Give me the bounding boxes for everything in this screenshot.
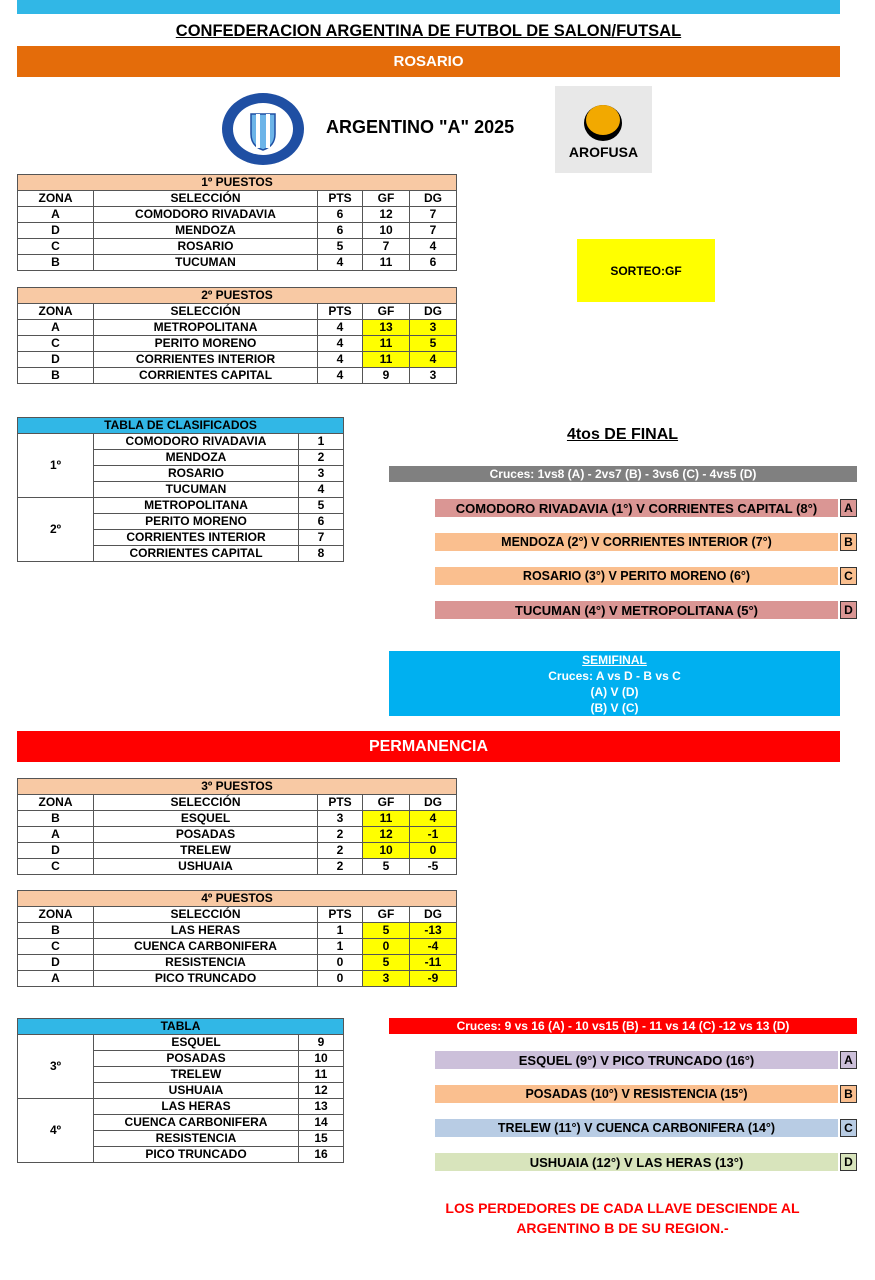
relegation-note-line-2: ARGENTINO B DE SU REGION.- [516, 1220, 729, 1236]
position-cell: 4 [299, 482, 344, 498]
semifinal-cruces: Cruces: A vs D - B vs C [548, 669, 681, 683]
gf-cell: 0 [363, 939, 410, 955]
gf-cell: 11 [363, 352, 410, 368]
gf-cell: 5 [363, 923, 410, 939]
zona-cell: B [18, 255, 94, 271]
quarterfinal-match-c: ROSARIO (3°) V PERITO MORENO (6°) [435, 567, 838, 585]
zona-cell: D [18, 223, 94, 239]
gf-cell: 5 [363, 955, 410, 971]
team-cell: CUENCA CARBONIFERA [94, 939, 318, 955]
match-letter-b: B [840, 1085, 857, 1103]
match-letter-b: B [840, 533, 857, 551]
table-row [18, 811, 457, 827]
quarterfinals-cruces: Cruces: 1vs8 (A) - 2vs7 (B) - 3vs6 (C) - 4vs5 (D) [389, 466, 857, 482]
match-letter-d: D [840, 1153, 857, 1171]
zona-cell: A [18, 827, 94, 843]
team-cell: CORRIENTES INTERIOR [94, 530, 299, 546]
team-cell: TUCUMAN [94, 255, 318, 271]
zona-cell: D [18, 955, 94, 971]
position-cell: 15 [299, 1131, 344, 1147]
table-row [18, 368, 457, 384]
table-title: TABLA [18, 1019, 344, 1035]
column-header: DG [410, 795, 457, 811]
table-title: 1º PUESTOS [18, 175, 457, 191]
dg-cell: 4 [410, 239, 457, 255]
dg-cell: -11 [410, 955, 457, 971]
gf-cell: 10 [363, 843, 410, 859]
pts-cell: 4 [318, 368, 363, 384]
column-header: PTS [318, 907, 363, 923]
team-cell: CORRIENTES INTERIOR [94, 352, 318, 368]
team-cell: PICO TRUNCADO [94, 1147, 299, 1163]
table-row [18, 336, 457, 352]
position-cell: 8 [299, 546, 344, 562]
column-header: DG [410, 907, 457, 923]
zona-cell: D [18, 352, 94, 368]
pts-cell: 4 [318, 352, 363, 368]
gf-cell: 10 [363, 223, 410, 239]
pts-cell: 2 [318, 843, 363, 859]
city-banner: ROSARIO [17, 46, 840, 77]
gf-cell: 7 [363, 239, 410, 255]
semifinal-match-2: (B) V (C) [590, 701, 639, 715]
column-header: SELECCIÓN [94, 191, 318, 207]
position-cell: 16 [299, 1147, 344, 1163]
relegation-match-a: ESQUEL (9°) V PICO TRUNCADO (16°) [435, 1051, 838, 1069]
match-letter-a: A [840, 499, 857, 517]
position-cell: 3 [299, 466, 344, 482]
column-header: ZONA [18, 795, 94, 811]
team-cell: LAS HERAS [94, 1099, 299, 1115]
match-letter-c: C [840, 1119, 857, 1137]
page-title: CONFEDERACION ARGENTINA DE FUTBOL DE SALON/FUTSAL [175, 21, 682, 40]
zona-cell: A [18, 320, 94, 336]
table-row [18, 223, 457, 239]
dg-cell: 7 [410, 207, 457, 223]
team-cell: COMODORO RIVADAVIA [94, 207, 318, 223]
group-label: 2º [18, 498, 94, 562]
dg-cell: -9 [410, 971, 457, 987]
table-row [18, 320, 457, 336]
match-letter-d: D [840, 601, 857, 619]
dg-cell: 7 [410, 223, 457, 239]
position-cell: 14 [299, 1115, 344, 1131]
table-row [18, 827, 457, 843]
first-places-table [17, 174, 457, 271]
pts-cell: 1 [318, 939, 363, 955]
dg-cell: 4 [410, 352, 457, 368]
group-label: 1º [18, 434, 94, 498]
dg-cell: 3 [410, 320, 457, 336]
gf-cell: 12 [363, 827, 410, 843]
position-cell: 9 [299, 1035, 344, 1051]
team-cell: USHUAIA [94, 859, 318, 875]
sorteo-box: SORTEO:GF [577, 239, 715, 302]
dg-cell: 3 [410, 368, 457, 384]
gf-cell: 3 [363, 971, 410, 987]
team-cell: ROSARIO [94, 466, 299, 482]
dg-cell: -1 [410, 827, 457, 843]
relegation-match-b: POSADAS (10°) V RESISTENCIA (15°) [435, 1085, 838, 1103]
relegation-table [17, 1018, 344, 1163]
table-row [18, 434, 344, 450]
relegation-note [400, 1198, 845, 1238]
top-strip [17, 0, 840, 14]
match-letter-a: A [840, 1051, 857, 1069]
position-cell: 10 [299, 1051, 344, 1067]
team-cell: RESISTENCIA [94, 955, 318, 971]
permanencia-banner: PERMANENCIA [17, 731, 840, 762]
team-cell: PICO TRUNCADO [94, 971, 318, 987]
relegation-note-line-1: LOS PERDEDORES DE CADA LLAVE DESCIENDE AL [445, 1200, 800, 1216]
relegation-match-c: TRELEW (11°) V CUENCA CARBONIFERA (14°) [435, 1119, 838, 1137]
quarterfinal-match-d: TUCUMAN (4°) V METROPOLITANA (5°) [435, 601, 838, 619]
position-cell: 1 [299, 434, 344, 450]
arofusa-logo-text: AROFUSA [568, 144, 639, 160]
team-cell: ESQUEL [94, 811, 318, 827]
table-row [18, 207, 457, 223]
table-row [18, 923, 457, 939]
pts-cell: 1 [318, 923, 363, 939]
column-header: SELECCIÓN [94, 795, 318, 811]
column-header: ZONA [18, 191, 94, 207]
zona-cell: D [18, 843, 94, 859]
team-cell: USHUAIA [94, 1083, 299, 1099]
quarterfinal-match-b: MENDOZA (2°) V CORRIENTES INTERIOR (7°) [435, 533, 838, 551]
pts-cell: 4 [318, 320, 363, 336]
quarterfinals-title: 4tos DE FINAL [566, 426, 679, 443]
team-cell: CUENCA CARBONIFERA [94, 1115, 299, 1131]
position-cell: 13 [299, 1099, 344, 1115]
column-header: GF [363, 304, 410, 320]
team-cell: CORRIENTES CAPITAL [94, 368, 318, 384]
team-cell: PERITO MORENO [94, 514, 299, 530]
relegation-cruces: Cruces: 9 vs 16 (A) - 10 vs15 (B) - 11 vs 14 (C) -12 vs 13 (D) [389, 1018, 857, 1034]
team-cell: TRELEW [94, 1067, 299, 1083]
table-row [18, 971, 457, 987]
second-places-table [17, 287, 457, 384]
relegation-match-d: USHUAIA (12°) V LAS HERAS (13°) [435, 1153, 838, 1171]
zona-cell: A [18, 971, 94, 987]
position-cell: 7 [299, 530, 344, 546]
zona-cell: B [18, 923, 94, 939]
table-row [18, 239, 457, 255]
position-cell: 12 [299, 1083, 344, 1099]
semifinal-box [389, 651, 840, 716]
column-header: SELECCIÓN [94, 304, 318, 320]
team-cell: METROPOLITANA [94, 320, 318, 336]
table-row [18, 255, 457, 271]
tournament-title: ARGENTINO "A" 2025 [326, 117, 515, 137]
team-cell: TUCUMAN [94, 482, 299, 498]
pts-cell: 2 [318, 859, 363, 875]
team-cell: TRELEW [94, 843, 318, 859]
table-row [18, 859, 457, 875]
team-cell: RESISTENCIA [94, 1131, 299, 1147]
pts-cell: 3 [318, 811, 363, 827]
dg-cell: -5 [410, 859, 457, 875]
table-row [18, 1035, 344, 1051]
column-header: SELECCIÓN [94, 907, 318, 923]
dg-cell: -13 [410, 923, 457, 939]
dg-cell: -4 [410, 939, 457, 955]
match-letter-c: C [840, 567, 857, 585]
pts-cell: 5 [318, 239, 363, 255]
dg-cell: 6 [410, 255, 457, 271]
pts-cell: 4 [318, 336, 363, 352]
column-header: DG [410, 304, 457, 320]
table-title: 2º PUESTOS [18, 288, 457, 304]
arofusa-logo [555, 86, 652, 173]
zona-cell: B [18, 368, 94, 384]
table-row [18, 1099, 344, 1115]
team-cell: ESQUEL [94, 1035, 299, 1051]
column-header: PTS [318, 191, 363, 207]
column-header: ZONA [18, 907, 94, 923]
fourth-places-table [17, 890, 457, 987]
dg-cell: 5 [410, 336, 457, 352]
table-row [18, 939, 457, 955]
zona-cell: B [18, 811, 94, 827]
position-cell: 5 [299, 498, 344, 514]
column-header: GF [363, 795, 410, 811]
pts-cell: 6 [318, 207, 363, 223]
zona-cell: A [18, 207, 94, 223]
column-header: PTS [318, 795, 363, 811]
table-title: 3º PUESTOS [18, 779, 457, 795]
table-row [18, 498, 344, 514]
group-label: 3º [18, 1035, 94, 1099]
zona-cell: C [18, 859, 94, 875]
team-cell: ROSARIO [94, 239, 318, 255]
zona-cell: C [18, 336, 94, 352]
third-places-table [17, 778, 457, 875]
gf-cell: 9 [363, 368, 410, 384]
column-header: GF [363, 191, 410, 207]
quarterfinal-match-a: COMODORO RIVADAVIA (1°) V CORRIENTES CAPITAL (8°) [435, 499, 838, 517]
team-cell: METROPOLITANA [94, 498, 299, 514]
semifinal-title: SEMIFINAL [582, 653, 647, 667]
position-cell: 6 [299, 514, 344, 530]
column-header: DG [410, 191, 457, 207]
team-cell: POSADAS [94, 1051, 299, 1067]
pts-cell: 2 [318, 827, 363, 843]
zona-cell: C [18, 939, 94, 955]
team-cell: POSADAS [94, 827, 318, 843]
column-header: ZONA [18, 304, 94, 320]
table-row [18, 843, 457, 859]
dg-cell: 4 [410, 811, 457, 827]
team-cell: CORRIENTES CAPITAL [94, 546, 299, 562]
table-row [18, 955, 457, 971]
team-cell: MENDOZA [94, 223, 318, 239]
cafs-logo [221, 92, 305, 166]
table-row [18, 352, 457, 368]
gf-cell: 13 [363, 320, 410, 336]
pts-cell: 4 [318, 255, 363, 271]
table-title: 4º PUESTOS [18, 891, 457, 907]
column-header: PTS [318, 304, 363, 320]
team-cell: COMODORO RIVADAVIA [94, 434, 299, 450]
gf-cell: 11 [363, 336, 410, 352]
pts-cell: 0 [318, 955, 363, 971]
gf-cell: 5 [363, 859, 410, 875]
gf-cell: 11 [363, 811, 410, 827]
table-title: TABLA DE CLASIFICADOS [18, 418, 344, 434]
pts-cell: 6 [318, 223, 363, 239]
semifinal-match-1: (A) V (D) [590, 685, 639, 699]
dg-cell: 0 [410, 843, 457, 859]
team-cell: LAS HERAS [94, 923, 318, 939]
position-cell: 11 [299, 1067, 344, 1083]
team-cell: PERITO MORENO [94, 336, 318, 352]
gf-cell: 12 [363, 207, 410, 223]
position-cell: 2 [299, 450, 344, 466]
classified-table [17, 417, 344, 562]
zona-cell: C [18, 239, 94, 255]
pts-cell: 0 [318, 971, 363, 987]
group-label: 4º [18, 1099, 94, 1163]
column-header: GF [363, 907, 410, 923]
team-cell: MENDOZA [94, 450, 299, 466]
gf-cell: 11 [363, 255, 410, 271]
